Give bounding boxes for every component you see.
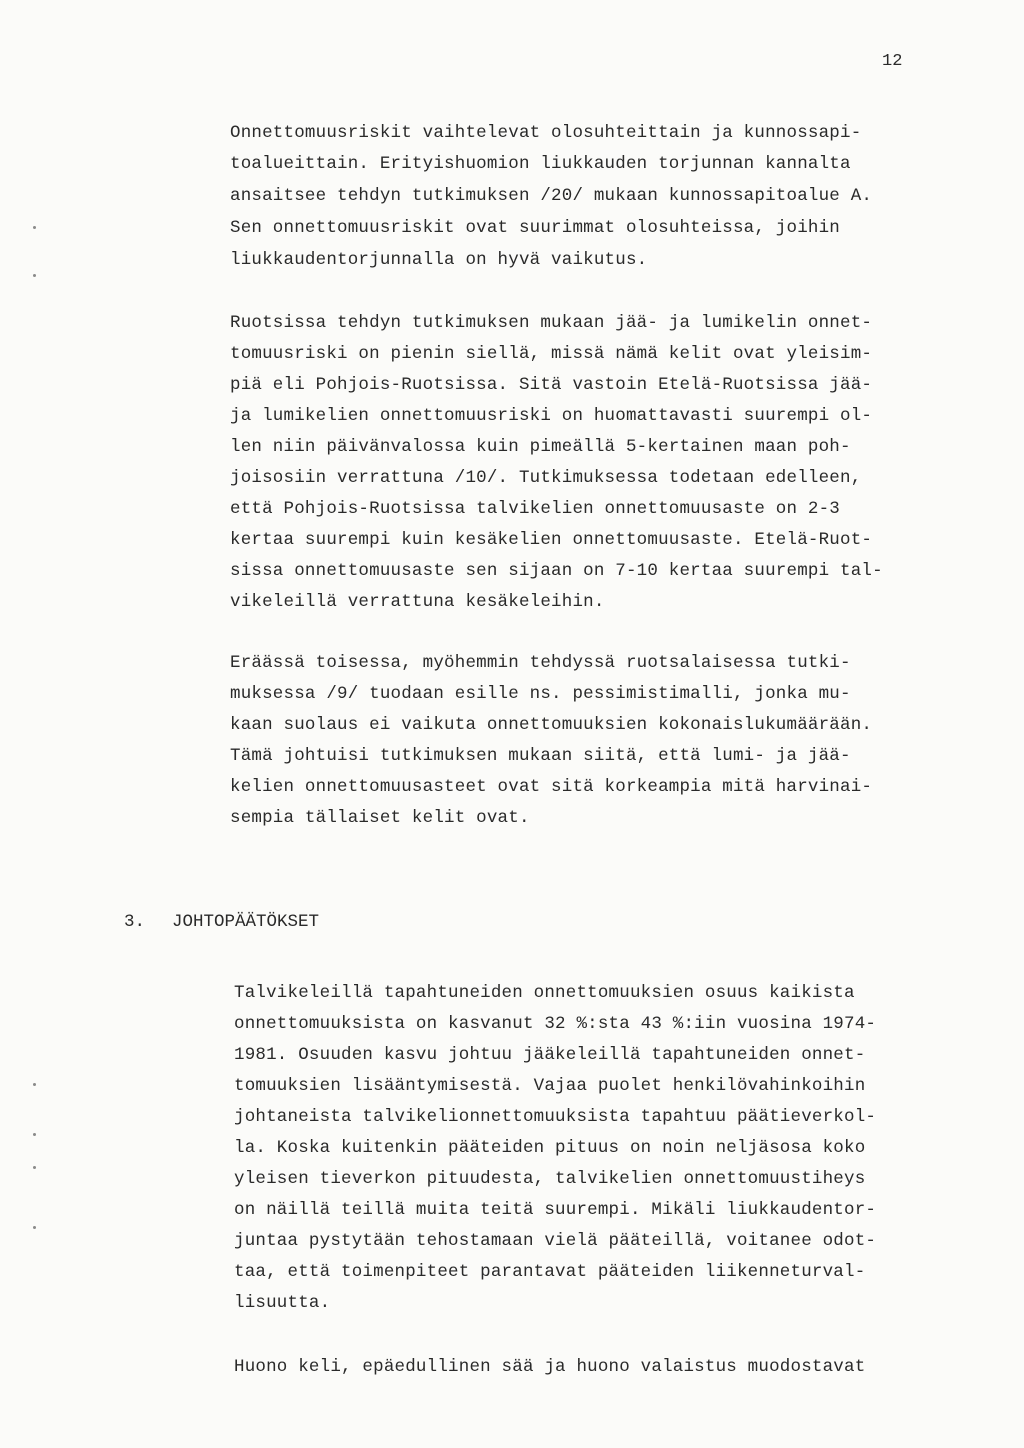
- paragraph-2-line-3: piä eli Pohjois-Ruotsissa. Sitä vastoin Etelä-Ruotsissa jää-: [230, 375, 873, 395]
- conclusions-paragraph-1-line-2: onnettomuuksista on kasvanut 32 %:sta 43 %:iin vuosina 1974-: [234, 1014, 877, 1034]
- paragraph-3-line-6: sempia tällaiset kelit ovat.: [230, 808, 530, 828]
- paragraph-1-line-4: Sen onnettomuusriskit ovat suurimmat olosuhteissa, joihin: [230, 218, 840, 238]
- paragraph-2-line-5: len niin päivänvalossa kuin pimeällä 5-kertainen maan poh-: [230, 437, 851, 457]
- conclusions-paragraph-1-line-9: juntaa pystytään tehostamaan vielä pääteillä, voitanee odot-: [234, 1231, 877, 1251]
- scan-mark: [33, 1133, 36, 1136]
- scan-mark: [33, 226, 36, 229]
- scan-mark: [33, 1226, 36, 1229]
- paragraph-2-line-1: Ruotsissa tehdyn tutkimuksen mukaan jää- ja lumikelin onnet-: [230, 313, 873, 333]
- paragraph-3-line-1: Eräässä toisessa, myöhemmin tehdyssä ruotsalaisessa tutki-: [230, 653, 851, 673]
- conclusions-paragraph-1-line-3: 1981. Osuuden kasvu johtuu jääkeleillä tapahtuneiden onnet-: [234, 1045, 866, 1065]
- conclusions-paragraph-1-line-5: johtaneista talvikelionnettomuuksista tapahtuu päätieverkol-: [234, 1107, 877, 1127]
- section-number: 3.: [124, 912, 146, 932]
- paragraph-2-line-9: sissa onnettomuusaste sen sijaan on 7-10 kertaa suurempi tal-: [230, 561, 883, 581]
- scan-mark: [33, 274, 36, 277]
- page-number: 12: [882, 52, 903, 71]
- conclusions-paragraph-2-line-1: Huono keli, epäedullinen sää ja huono valaistus muodostavat: [234, 1357, 866, 1377]
- conclusions-paragraph-1-line-1: Talvikeleillä tapahtuneiden onnettomuuksien osuus kaikista: [234, 983, 855, 1003]
- paragraph-2-line-10: vikeleillä verrattuna kesäkeleihin.: [230, 592, 605, 612]
- conclusions-paragraph-1-line-6: la. Koska kuitenkin pääteiden pituus on noin neljäsosa koko: [234, 1138, 866, 1158]
- paragraph-3-line-4: Tämä johtuisi tutkimuksen mukaan siitä, että lumi- ja jää-: [230, 746, 851, 766]
- paragraph-1-line-3: ansaitsee tehdyn tutkimuksen /20/ mukaan kunnossapitoalue A.: [230, 186, 873, 206]
- scan-mark: [33, 1083, 36, 1086]
- section-heading: [124, 912, 319, 932]
- paragraph-1-line-2: toalueittain. Erityishuomion liukkauden torjunnan kannalta: [230, 154, 851, 174]
- paragraph-2-line-4: ja lumikelien onnettomuusriski on huomattavasti suurempi ol-: [230, 406, 873, 426]
- paragraph-3-line-2: muksessa /9/ tuodaan esille ns. pessimistimalli, jonka mu-: [230, 684, 851, 704]
- conclusions-paragraph-1-line-10: taa, että toimenpiteet parantavat pääteiden liikenneturval-: [234, 1262, 866, 1282]
- paragraph-2-line-2: tomuusriski on pienin siellä, missä nämä kelit ovat yleisim-: [230, 344, 873, 364]
- paragraph-1-line-5: liukkaudentorjunnalla on hyvä vaikutus.: [230, 250, 648, 270]
- paragraph-3-line-5: kelien onnettomuusasteet ovat sitä korkeampia mitä harvinai-: [230, 777, 873, 797]
- conclusions-paragraph-1-line-8: on näillä teillä muita teitä suurempi. Mikäli liukkaudentor-: [234, 1200, 877, 1220]
- section-title: JOHTOPÄÄTÖKSET: [172, 912, 320, 932]
- scan-mark: [33, 1166, 36, 1169]
- paragraph-2-line-7: että Pohjois-Ruotsissa talvikelien onnettomuusaste on 2-3: [230, 499, 840, 519]
- paragraph-2-line-6: joisosiin verrattuna /10/. Tutkimuksessa todetaan edelleen,: [230, 468, 862, 488]
- conclusions-paragraph-1-line-11: lisuutta.: [234, 1293, 331, 1313]
- conclusions-paragraph-1-line-4: tomuuksien lisääntymisestä. Vajaa puolet henkilövahinkoihin: [234, 1076, 866, 1096]
- paragraph-2-line-8: kertaa suurempi kuin kesäkelien onnettomuusaste. Etelä-Ruot-: [230, 530, 873, 550]
- paragraph-3-line-3: kaan suolaus ei vaikuta onnettomuuksien kokonaislukumäärään.: [230, 715, 873, 735]
- conclusions-paragraph-1-line-7: yleisen tieverkon pituudesta, talvikelien onnettomuustiheys: [234, 1169, 866, 1189]
- paragraph-1-line-1: Onnettomuusriskit vaihtelevat olosuhteittain ja kunnossapi-: [230, 123, 862, 143]
